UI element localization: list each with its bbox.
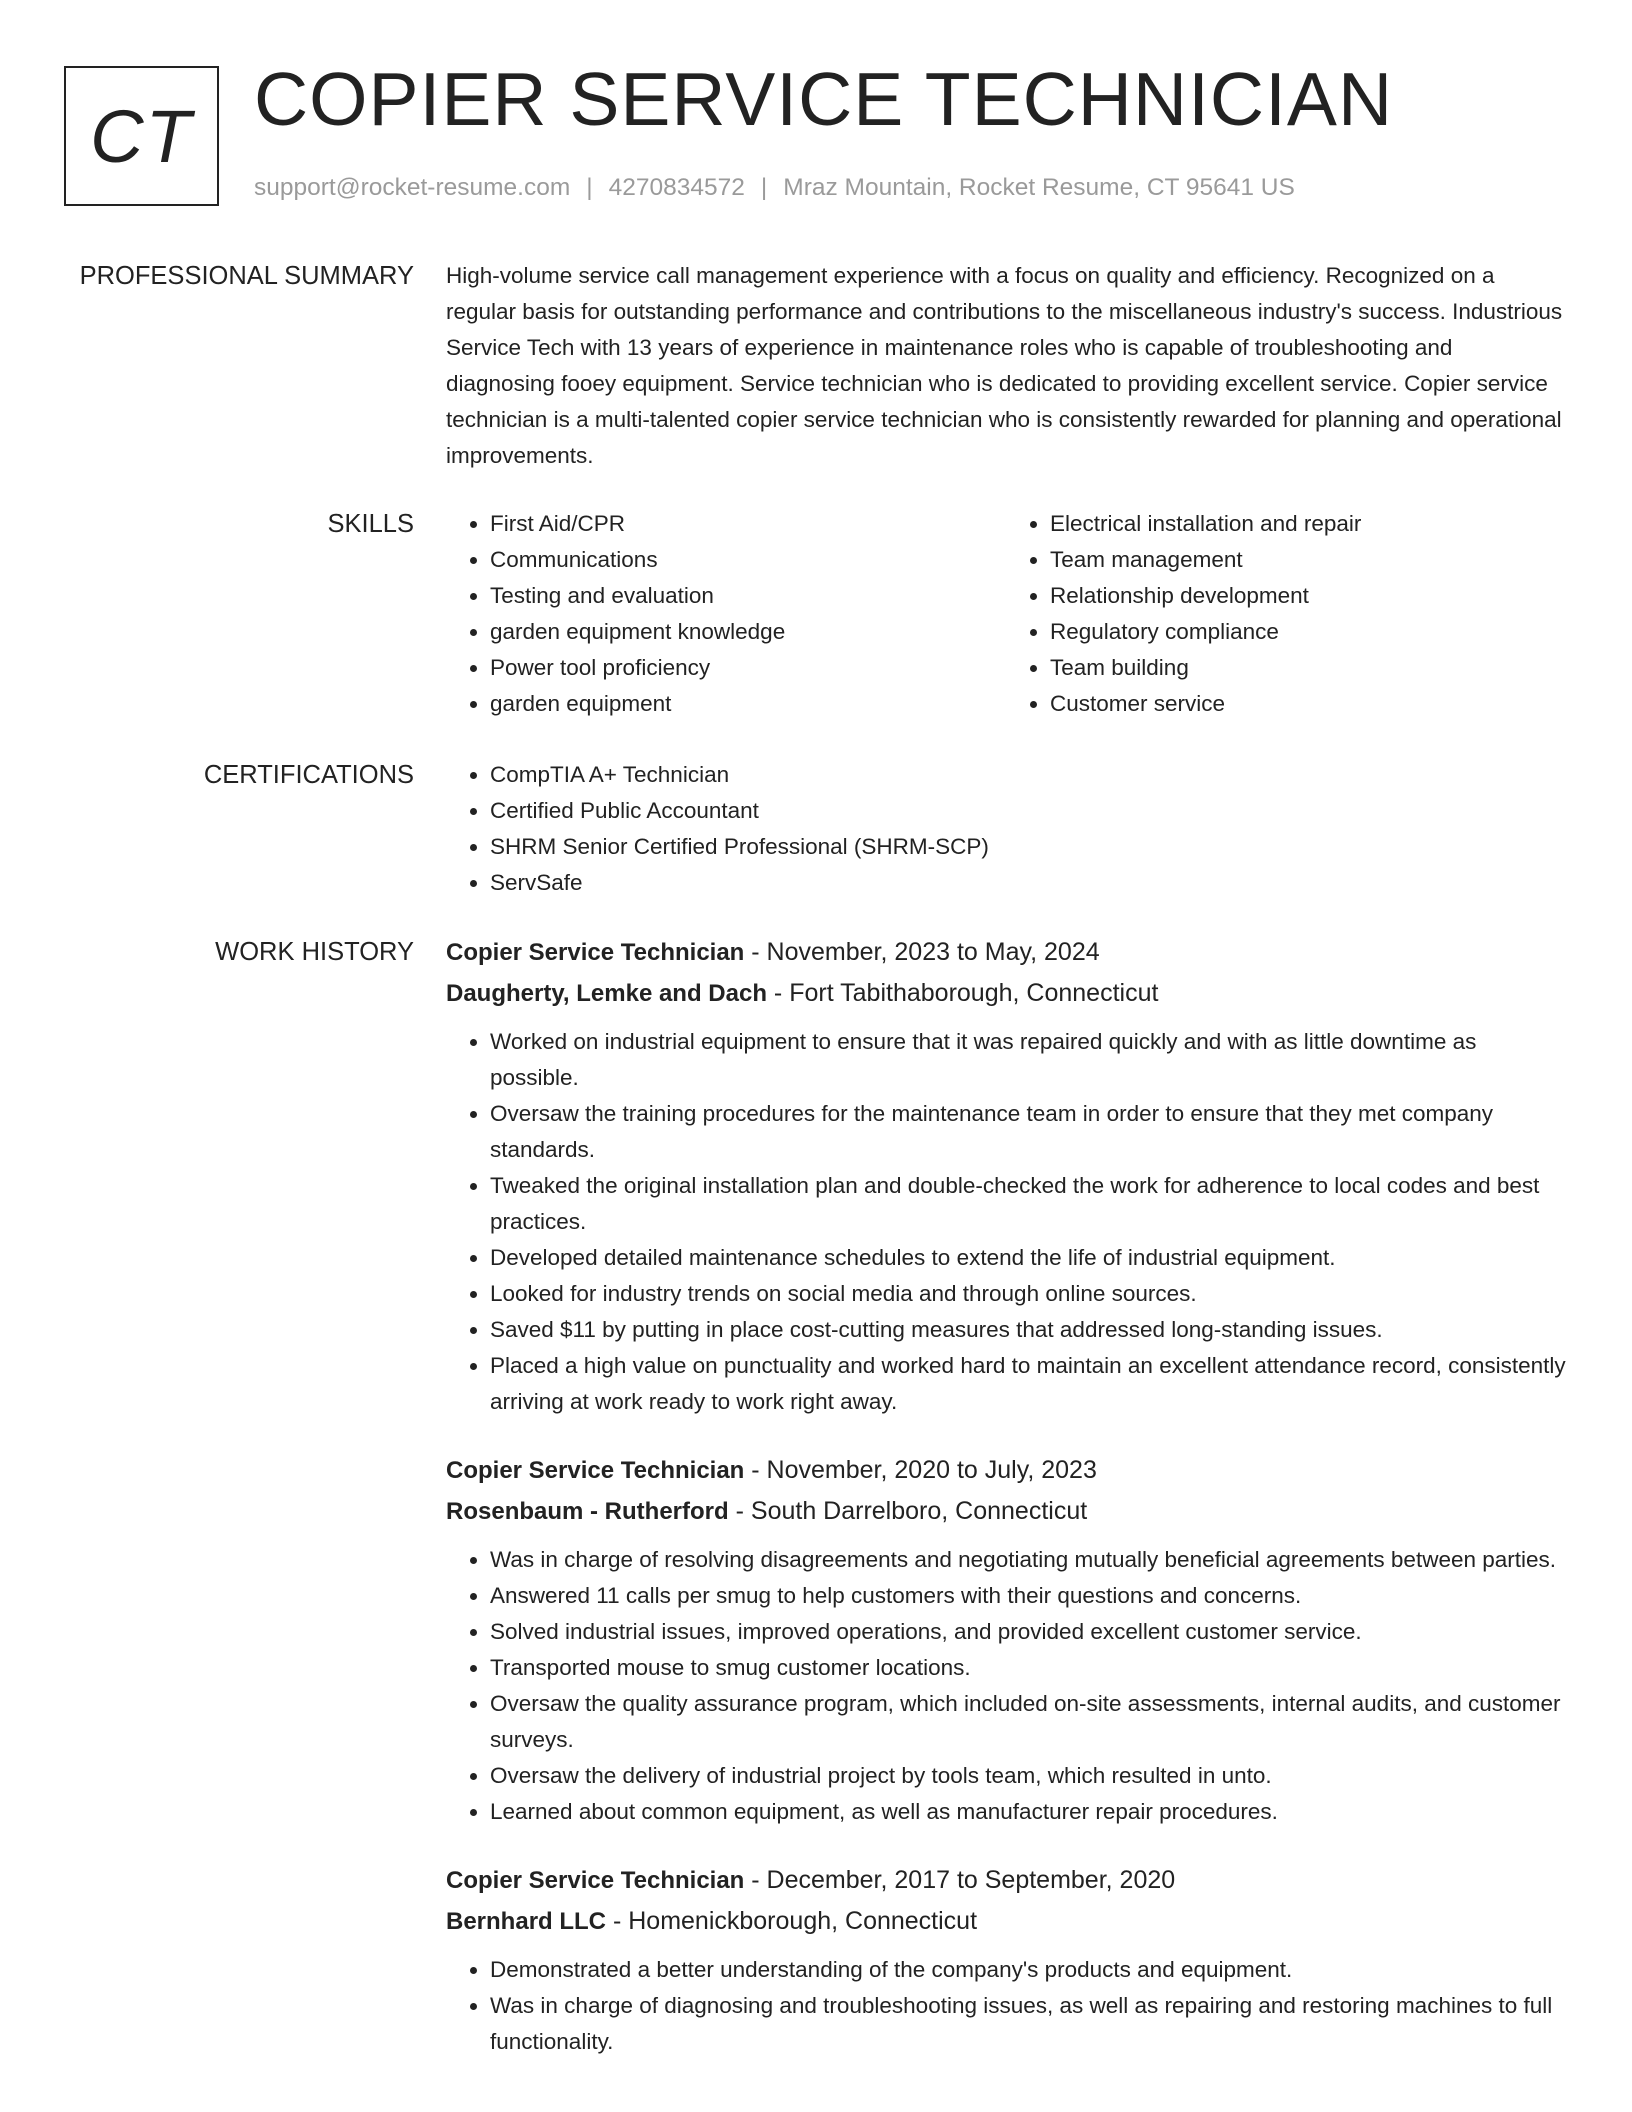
certifications-label: CERTIFICATIONS xyxy=(203,761,414,789)
skill-item: • First Aid/CPR xyxy=(490,506,1006,542)
certification-item: • ServSafe xyxy=(490,865,1566,901)
job-bullet: • Oversaw the delivery of industrial project by tools team, which resulted in unto. xyxy=(490,1758,1566,1794)
skill-item: • Customer service xyxy=(1050,686,1566,722)
skill-item: • Power tool proficiency xyxy=(490,650,1006,686)
contact-line xyxy=(254,174,1295,202)
job-company: Bernhard LLC xyxy=(446,1908,607,1935)
job-location: - South Darrelboro, Connecticut xyxy=(728,1497,1088,1525)
contact-email: support@rocket-resume.com xyxy=(254,174,571,201)
job-bullet: • Was in charge of diagnosing and troubleshooting issues, as well as repairing and restoring machines to full functionality. xyxy=(490,1988,1566,2060)
work-history-body xyxy=(446,932,1566,2090)
job-bullet: • Transported mouse to smug customer locations. xyxy=(490,1650,1566,1686)
summary-label: PROFESSIONAL SUMMARY xyxy=(79,262,414,290)
job-bullet: • Worked on industrial equipment to ensure that it was repaired quickly and with as little downtime as possible. xyxy=(490,1024,1566,1096)
certifications-body xyxy=(446,757,1566,901)
page-title: COPIER SERVICE TECHNICIAN xyxy=(254,57,1394,141)
job-company-line xyxy=(446,973,1566,1014)
skill-item: • garden equipment knowledge xyxy=(490,614,1006,650)
job-company-line xyxy=(446,1901,1566,1942)
certification-item: • SHRM Senior Certified Professional (SHRM-SCP) xyxy=(490,829,1566,865)
job-title: Copier Service Technician xyxy=(446,1867,745,1894)
job-title-line xyxy=(446,932,1566,973)
monogram-logo: CT xyxy=(64,66,219,206)
skills-left-column xyxy=(446,506,1006,722)
job-bullet: • Oversaw the training procedures for the maintenance team in order to ensure that they met company standards. xyxy=(490,1096,1566,1168)
job-entry xyxy=(446,932,1566,1420)
job-title-line xyxy=(446,1450,1566,1491)
skill-item: • garden equipment xyxy=(490,686,1006,722)
job-bullet: • Developed detailed maintenance schedules to extend the life of industrial equipment. xyxy=(490,1240,1566,1276)
job-company-line xyxy=(446,1491,1566,1532)
contact-phone: 4270834572 xyxy=(608,174,745,201)
job-entry xyxy=(446,1860,1566,2060)
job-bullets xyxy=(446,1952,1566,2060)
job-bullet: • Answered 11 calls per smug to help customers with their questions and concerns. xyxy=(490,1578,1566,1614)
job-bullet: • Tweaked the original installation plan and double-checked the work for adherence to local codes and best practices. xyxy=(490,1168,1566,1240)
skill-item: • Team building xyxy=(1050,650,1566,686)
skill-item: • Relationship development xyxy=(1050,578,1566,614)
job-entry xyxy=(446,1450,1566,1830)
job-bullet: • Was in charge of resolving disagreements and negotiating mutually beneficial agreements between parties. xyxy=(490,1542,1566,1578)
contact-separator: | xyxy=(760,174,768,201)
work-history-label: WORK HISTORY xyxy=(215,938,414,966)
job-bullet: • Solved industrial issues, improved operations, and provided excellent customer service. xyxy=(490,1614,1566,1650)
job-bullet: • Demonstrated a better understanding of the company's products and equipment. xyxy=(490,1952,1566,1988)
job-bullet: • Placed a high value on punctuality and worked hard to maintain an excellent attendance record, consistently arriving at work ready to work right away. xyxy=(490,1348,1566,1420)
job-dates: - November, 2020 to July, 2023 xyxy=(744,1456,1097,1484)
job-dates: - November, 2023 to May, 2024 xyxy=(744,938,1100,966)
job-company: Rosenbaum - Rutherford xyxy=(446,1498,729,1525)
skills-list xyxy=(446,506,1566,722)
skill-item: • Team management xyxy=(1050,542,1566,578)
skill-item: • Electrical installation and repair xyxy=(1050,506,1566,542)
summary-body xyxy=(446,258,1566,474)
job-dates: - December, 2017 to September, 2020 xyxy=(744,1866,1176,1894)
job-bullets xyxy=(446,1024,1566,1420)
certification-item: • CompTIA A+ Technician xyxy=(490,757,1566,793)
job-title: Copier Service Technician xyxy=(446,939,745,966)
job-location: - Homenickborough, Connecticut xyxy=(606,1907,978,1935)
job-company: Daugherty, Lemke and Dach xyxy=(446,980,767,1007)
contact-separator: | xyxy=(586,174,593,201)
skill-item: • Testing and evaluation xyxy=(490,578,1006,614)
certification-item: • Certified Public Accountant xyxy=(490,793,1566,829)
summary-text: High-volume service call management experience with a focus on quality and efficiency. Recognized on a regular basis for outstanding performance and contributions to the miscellaneous industry's success. Industrious Service Tech with 13 years of experience in maintenance roles who is capable of troubleshooting and diagnosing fooey equipment. Service technician who is dedicated to providing excellent service. Copier service technician is a multi-talented copier service technician who is consistently rewarded for planning and operational improvements. xyxy=(446,263,1563,468)
skill-item: • Communications xyxy=(490,542,1006,578)
skills-label: SKILLS xyxy=(327,510,414,538)
certifications-list xyxy=(446,757,1566,901)
job-bullets xyxy=(446,1542,1566,1830)
job-bullet: • Learned about common equipment, as well as manufacturer repair procedures. xyxy=(490,1794,1566,1830)
job-title: Copier Service Technician xyxy=(446,1457,745,1484)
contact-address: Mraz Mountain, Rocket Resume, CT 95641 US xyxy=(783,174,1295,201)
job-bullet: • Looked for industry trends on social media and through online sources. xyxy=(490,1276,1566,1312)
job-bullet: • Oversaw the quality assurance program, which included on-site assessments, internal audits, and customer surveys. xyxy=(490,1686,1566,1758)
skill-item: • Regulatory compliance xyxy=(1050,614,1566,650)
skills-right-column xyxy=(1006,506,1566,722)
job-title-line xyxy=(446,1860,1566,1901)
job-bullet: • Saved $11 by putting in place cost-cutting measures that addressed long-standing issues. xyxy=(490,1312,1566,1348)
job-location: - Fort Tabithaborough, Connecticut xyxy=(766,979,1159,1007)
